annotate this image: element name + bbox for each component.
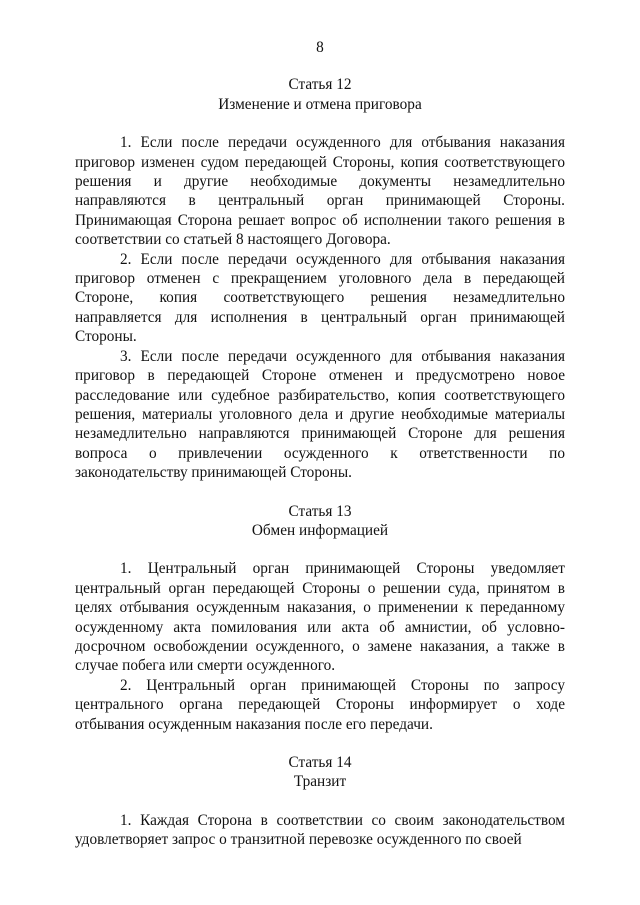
article-12-paragraph-2: 2. Если после передачи осужденного для отбывания наказания приговор отменен с прекращением уголовного дела в передающей Стороне, копия соответствующего решения незамедлительно направляется для исполнения в центральный орган принимающей Стороны.	[75, 250, 565, 346]
article-13-paragraph-2: 2. Центральный орган принимающей Стороны по запросу центрального органа передающей Стороны информирует о ходе отбывания осужденным наказания после его передачи.	[75, 676, 565, 733]
article-12-title: Изменение и отмена приговора	[218, 95, 422, 113]
article-13-number: Статья 13	[288, 502, 352, 520]
article-14-paragraph-1: 1. Каждая Сторона в соответствии со своим законодательством удовлетворяет запрос о транзитной перевозке осужденного по своей	[75, 811, 565, 849]
article-13-heading	[75, 502, 565, 541]
article-12-number: Статья 12	[288, 76, 352, 94]
article-12-paragraph-3: 3. Если после передачи осужденного для отбывания наказания приговор в передающей Стороне отменен и предусмотрено новое расследование или судебное разбирательство, копия соответствующего решения, материалы уголовного дела и другие необходимые материалы незамедлительно направляются принимающей Стороне для решения вопроса о привлечении осужденного к ответственности по законодательству принимающей Стороны.	[75, 347, 565, 482]
article-13-paragraph-1: 1. Центральный орган принимающей Стороны уведомляет центральный орган передающей Стороны о решении суда, принятом в целях отбывания осужденным наказания, о применении к переданному осужденному акта помилования или акта об амнистии, об условно-досрочном освобождении осужденного, о замене наказания, а также в случае побега или смерти осужденного.	[75, 560, 565, 675]
article-14-number: Статья 14	[288, 754, 352, 771]
article-14-heading	[75, 753, 565, 792]
article-13-title: Обмен информацией	[251, 521, 389, 539]
article-14-title: Транзит	[293, 773, 347, 791]
article-12-paragraph-1: 1. Если после передачи осужденного для отбывания наказания приговор изменен судом передающей Стороны, копия соответствующего решения и другие необходимые документы незамедлительно направляются в центральный орган принимающей Стороны. Принимающая Сторона решает вопрос об исполнении такого решения в соответствии со статьей 8 настоящего Договора.	[75, 134, 565, 249]
page-number: 8	[316, 39, 324, 56]
document-page	[75, 38, 565, 850]
article-12-heading	[75, 75, 565, 114]
